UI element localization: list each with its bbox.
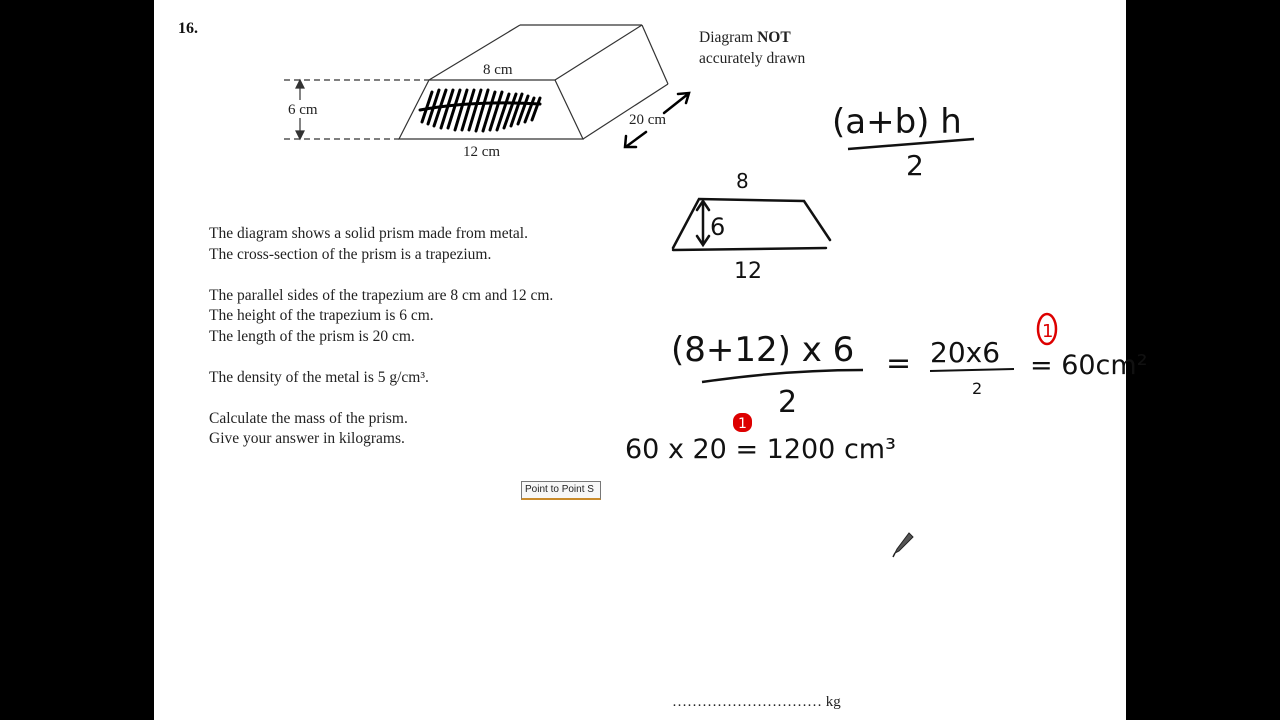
height-label: 6 cm xyxy=(288,102,318,118)
mark-1: 1 xyxy=(1042,321,1054,342)
pen-cursor-icon xyxy=(891,531,915,559)
note-line-1: Diagram NOT xyxy=(699,29,791,46)
calc1-numerator: (8+12) x 6 xyxy=(671,330,855,370)
pen-tool-tooltip: Point to Point S xyxy=(521,481,601,500)
prism-diagram xyxy=(284,25,668,139)
sketch-top-label: 8 xyxy=(736,169,749,193)
answer-unit: kg xyxy=(825,694,841,710)
answer-line[interactable] xyxy=(672,694,841,711)
calc1-mid-numerator: 20x6 xyxy=(930,336,1001,369)
calc1-mid-denominator: 2 xyxy=(972,379,983,398)
paragraph-3: The density of the metal is 5 g/cm³. xyxy=(209,368,429,386)
calc1-equals: = xyxy=(886,346,912,381)
paragraph-2: The parallel sides of the trapezium are 8 cm and 12 cm. The height of the trapezium is 6 cm. The length of the prism is 20 cm. xyxy=(209,286,554,345)
mark-2: 1 xyxy=(738,416,747,432)
sketch-bottom-label: 12 xyxy=(734,259,762,284)
top-width-label: 8 cm xyxy=(483,62,513,78)
calc2: 60 x 20 = 1200 cm³ xyxy=(625,434,896,465)
formula-numerator: (a+b) h xyxy=(832,102,962,142)
cross-section-shading xyxy=(420,90,540,131)
length-label: 20 cm xyxy=(629,112,667,128)
paragraph-4: Calculate the mass of the prism. Give your answer in kilograms. xyxy=(209,409,408,447)
note-line-2: accurately drawn xyxy=(699,50,806,67)
exam-page xyxy=(154,0,1148,720)
answer-dots: ………………………… xyxy=(672,694,822,710)
paragraph-1: The diagram shows a solid prism made from metal. The cross-section of the prism is a trapezium. xyxy=(209,225,528,263)
calc1-divider xyxy=(702,370,863,382)
arrowhead-up-icon xyxy=(296,80,304,88)
prism-edge xyxy=(555,25,642,80)
question-text xyxy=(209,224,629,470)
prism-edge xyxy=(642,25,668,84)
bottom-width-label: 12 cm xyxy=(463,144,501,160)
trapezium-sketch xyxy=(673,199,830,250)
calc1-mid-divider xyxy=(930,369,1014,371)
question-number: 16. xyxy=(178,20,198,37)
sketch-height-label: 6 xyxy=(710,213,726,241)
arrowhead-down-icon xyxy=(296,131,304,139)
formula-denominator: 2 xyxy=(906,149,924,182)
calc1-result: = 60cm² xyxy=(1030,350,1148,381)
calc1-denominator: 2 xyxy=(778,385,798,420)
